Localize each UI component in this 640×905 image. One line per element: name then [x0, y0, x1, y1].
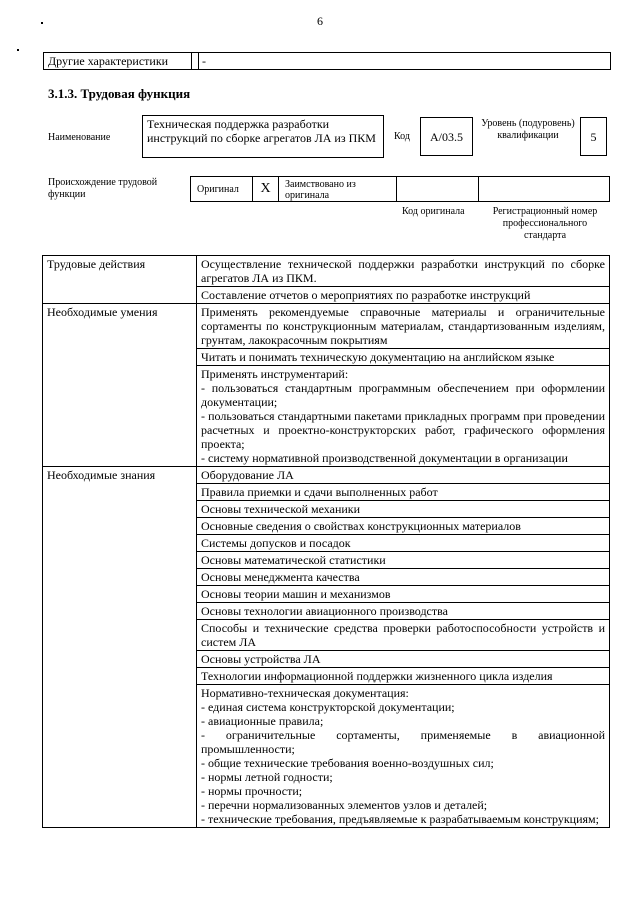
- item-text: - авиационные правила;: [201, 714, 324, 728]
- reg-number-cell: [479, 177, 609, 201]
- item-text: Способы и технические средства проверки работоспособности устройств и систем ЛА: [201, 621, 605, 649]
- item-text: - технические требования, предъявляемые к разрабатываемым конструкциям;: [201, 812, 599, 826]
- item-text: Основы технической механики: [201, 502, 361, 516]
- other-characteristics-row: [43, 52, 611, 70]
- knowledge-item: [197, 484, 610, 501]
- other-characteristics-label: Другие характеристики: [44, 53, 192, 69]
- page-number: 6: [317, 14, 323, 28]
- function-name-box: Техническая поддержка разработки инструкций по сборке агрегатов ЛА из ПКМ: [142, 115, 384, 158]
- name-label: Наименование: [48, 132, 111, 143]
- item-text: Основные сведения о свойствах конструкционных материалов: [201, 519, 521, 533]
- actions-category-label: Трудовые действия: [43, 256, 197, 304]
- code-label: Код: [394, 131, 410, 142]
- reg-number-label: Регистрационный номер профессионального стандарта: [492, 206, 598, 241]
- item-text: Составление отчетов о мероприятиях по разработке инструкций: [201, 288, 531, 302]
- knowledge-item: [197, 685, 610, 828]
- item-text: - нормы летной годности;: [201, 770, 333, 784]
- knowledge-item: [197, 586, 610, 603]
- item-text: Основы менеджмента качества: [201, 570, 360, 584]
- item-text: - систему нормативной производственной документации в организации: [201, 451, 568, 465]
- actions-item: [197, 287, 610, 304]
- item-text: Основы теории машин и механизмов: [201, 587, 391, 601]
- item-text: Применять инструментарий:: [201, 367, 349, 381]
- skills-item: [197, 304, 610, 349]
- item-text: Основы технологии авиационного производства: [201, 604, 448, 618]
- section-title: 3.1.3. Трудовая функция: [48, 86, 191, 101]
- labor-function-table: [42, 255, 610, 828]
- other-characteristics-spacer: [192, 53, 199, 69]
- knowledge-item: [197, 467, 610, 484]
- item-text: Осуществление технической поддержки разработки инструкций по сборке агрегатов ЛА из ПКМ.: [201, 257, 605, 285]
- item-text: Читать и понимать техническую документацию на английском языке: [201, 350, 555, 364]
- table-row: [43, 256, 610, 287]
- original-mark: X: [253, 177, 279, 201]
- other-characteristics-value: -: [202, 54, 206, 68]
- item-text: - пользоваться стандартным программным обеспечением при оформлении документации;: [201, 381, 605, 409]
- knowledge-item: [197, 569, 610, 586]
- knowledge-item: [197, 651, 610, 668]
- item-text: Технологии информационной поддержки жизненного цикла изделия: [201, 669, 553, 683]
- scan-dot: [17, 49, 19, 51]
- item-text: Системы допусков и посадок: [201, 536, 351, 550]
- item-text: Правила приемки и сдачи выполненных работ: [201, 485, 438, 499]
- actions-item: [197, 256, 610, 287]
- item-text: - нормы прочности;: [201, 784, 303, 798]
- knowledge-item: [197, 535, 610, 552]
- knowledge-item: [197, 501, 610, 518]
- skills-item: [197, 349, 610, 366]
- origin-label: Происхождение трудовой функции: [48, 177, 158, 200]
- qualification-level-label: Уровень (подуровень) квалификации: [481, 118, 575, 141]
- knowledge-category-label: Необходимые знания: [43, 467, 197, 828]
- item-text: - общие технические требования военно-воздушных сил;: [201, 756, 494, 770]
- item-text: - единая система конструкторской документации;: [201, 700, 455, 714]
- code-original-cell: [397, 177, 479, 201]
- knowledge-item: [197, 552, 610, 569]
- knowledge-item: [197, 668, 610, 685]
- table-row: [43, 304, 610, 349]
- borrowed-label: Заимствовано из оригинала: [279, 177, 397, 201]
- knowledge-item: [197, 603, 610, 620]
- skills-item: [197, 366, 610, 467]
- knowledge-item: [197, 518, 610, 535]
- code-original-label: Код оригинала: [402, 206, 465, 217]
- original-label: Оригинал: [191, 177, 253, 201]
- item-text: - ограничительные сортаменты, применяемые в авиационной промышленности;: [201, 728, 605, 756]
- item-text: - пользоваться стандартными пакетами прикладных программ при проведении расчетных и проектно-конструкторских работ, графического оформления проекта;: [201, 409, 605, 451]
- item-text: Основы математической статистики: [201, 553, 386, 567]
- item-text: - перечни нормализованных элементов узлов и деталей;: [201, 798, 488, 812]
- item-text: Нормативно-техническая документация:: [201, 686, 409, 700]
- table-row: [43, 467, 610, 484]
- function-code-box: А/03.5: [420, 117, 473, 156]
- scan-dot: [41, 22, 43, 24]
- origin-grid: [190, 176, 610, 202]
- item-text: Применять рекомендуемые справочные материалы и ограничительные сортаменты по конструкционным материалам, стандартизованным изделиям, грунтам, лакокрасочным покрытиям: [201, 305, 605, 347]
- knowledge-item: [197, 620, 610, 651]
- qualification-level-box: 5: [580, 117, 607, 156]
- skills-category-label: Необходимые умения: [43, 304, 197, 467]
- item-text: Оборудование ЛА: [201, 468, 294, 482]
- item-text: Основы устройства ЛА: [201, 652, 321, 666]
